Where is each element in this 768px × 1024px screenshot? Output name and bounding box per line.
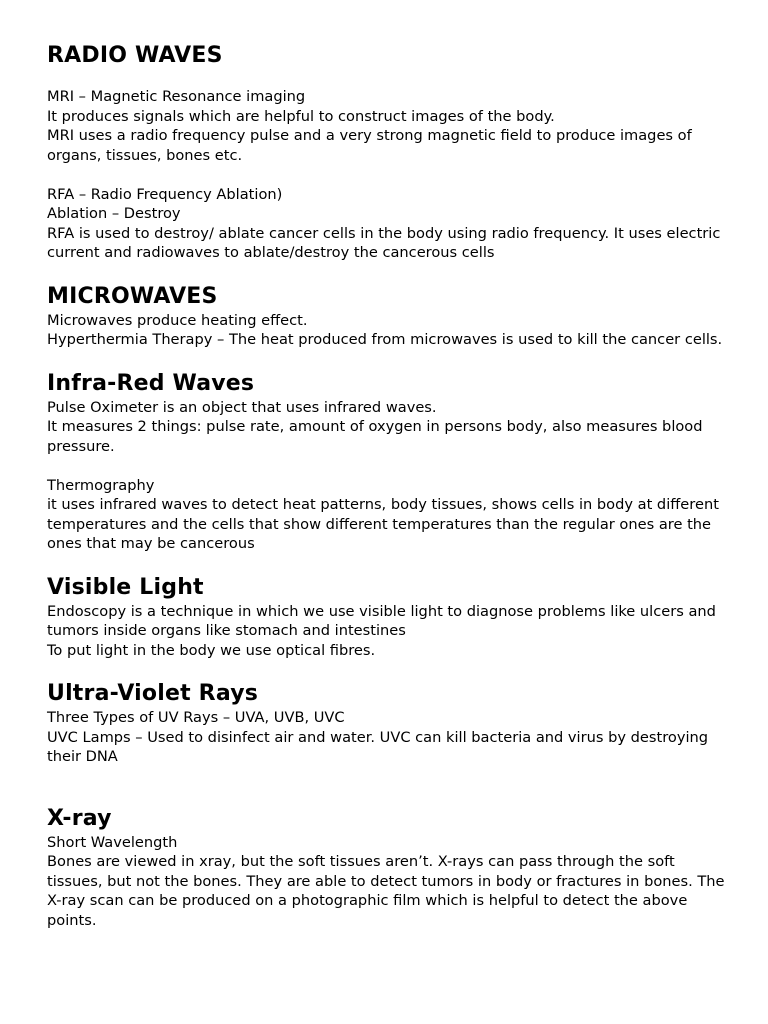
section-microwaves xyxy=(47,283,727,350)
paragraph: Thermography xyxy=(47,476,155,494)
paragraph: Endoscopy is a technique in which we use visible light to diagnose problems like ulcers and tumors inside organs like stomach and intestines xyxy=(47,602,716,639)
paragraph: RFA – Radio Frequency Ablation) xyxy=(47,185,283,203)
section-radio-waves xyxy=(47,42,727,263)
paragraph: Short Wavelength xyxy=(47,833,178,851)
section-visible-light xyxy=(47,574,727,661)
paragraph: UVC Lamps – Used to disinfect air and water. UVC can kill bacteria and virus by destroying their DNA xyxy=(47,728,709,765)
paragraph: MRI – Magnetic Resonance imaging xyxy=(47,88,306,105)
paragraph: it uses infrared waves to detect heat patterns, body tissues, shows cells in body at different temperatures and the cells that show different temperatures than the regular ones are the ones that may be cancerous xyxy=(47,496,719,552)
section-x-ray xyxy=(47,805,727,931)
paragraph: Bones are viewed in xray, but the soft tissues aren’t. X-rays can pass through the soft tissues, but not the bones. They are able to detect tumors in body or fractures in bones. The X-ray scan can be produced on a photographic film which is helpful to detect the above points. xyxy=(47,853,725,929)
paragraph: MRI uses a radio frequency pulse and a very strong magnetic field to produce images of organs, tissues, bones etc. xyxy=(47,127,692,164)
section-heading: Infra-Red Waves xyxy=(47,370,255,396)
paragraph: Hyperthermia Therapy – The heat produced from microwaves is used to kill the cancer cells. xyxy=(47,331,723,348)
paragraph: It produces signals which are helpful to construct images of the body. xyxy=(47,107,555,125)
paragraph: Three Types of UV Rays – UVA, UVB, UVC xyxy=(47,709,345,726)
paragraph: Pulse Oximeter is an object that uses infrared waves. xyxy=(47,398,437,416)
section-heading: Visible Light xyxy=(47,574,204,600)
section-heading: X-ray xyxy=(47,805,112,831)
document-body xyxy=(47,42,727,930)
section-heading: MICROWAVES xyxy=(47,283,218,309)
section-infra-red-waves xyxy=(47,370,727,554)
section-ultra-violet-rays xyxy=(47,680,727,767)
paragraph: It measures 2 things: pulse rate, amount of oxygen in persons body, also measures blood pressure. xyxy=(47,418,703,455)
paragraph: To put light in the body we use optical fibres. xyxy=(47,641,376,659)
paragraph: Microwaves produce heating effect. xyxy=(47,311,308,329)
section-heading: RADIO WAVES xyxy=(47,43,223,68)
paragraph: Ablation – Destroy xyxy=(47,205,181,222)
paragraph: RFA is used to destroy/ ablate cancer cells in the body using radio frequency. It uses electric current and radiowaves to ablate/destroy the cancerous cells xyxy=(47,224,721,261)
section-heading: Ultra-Violet Rays xyxy=(47,681,259,706)
